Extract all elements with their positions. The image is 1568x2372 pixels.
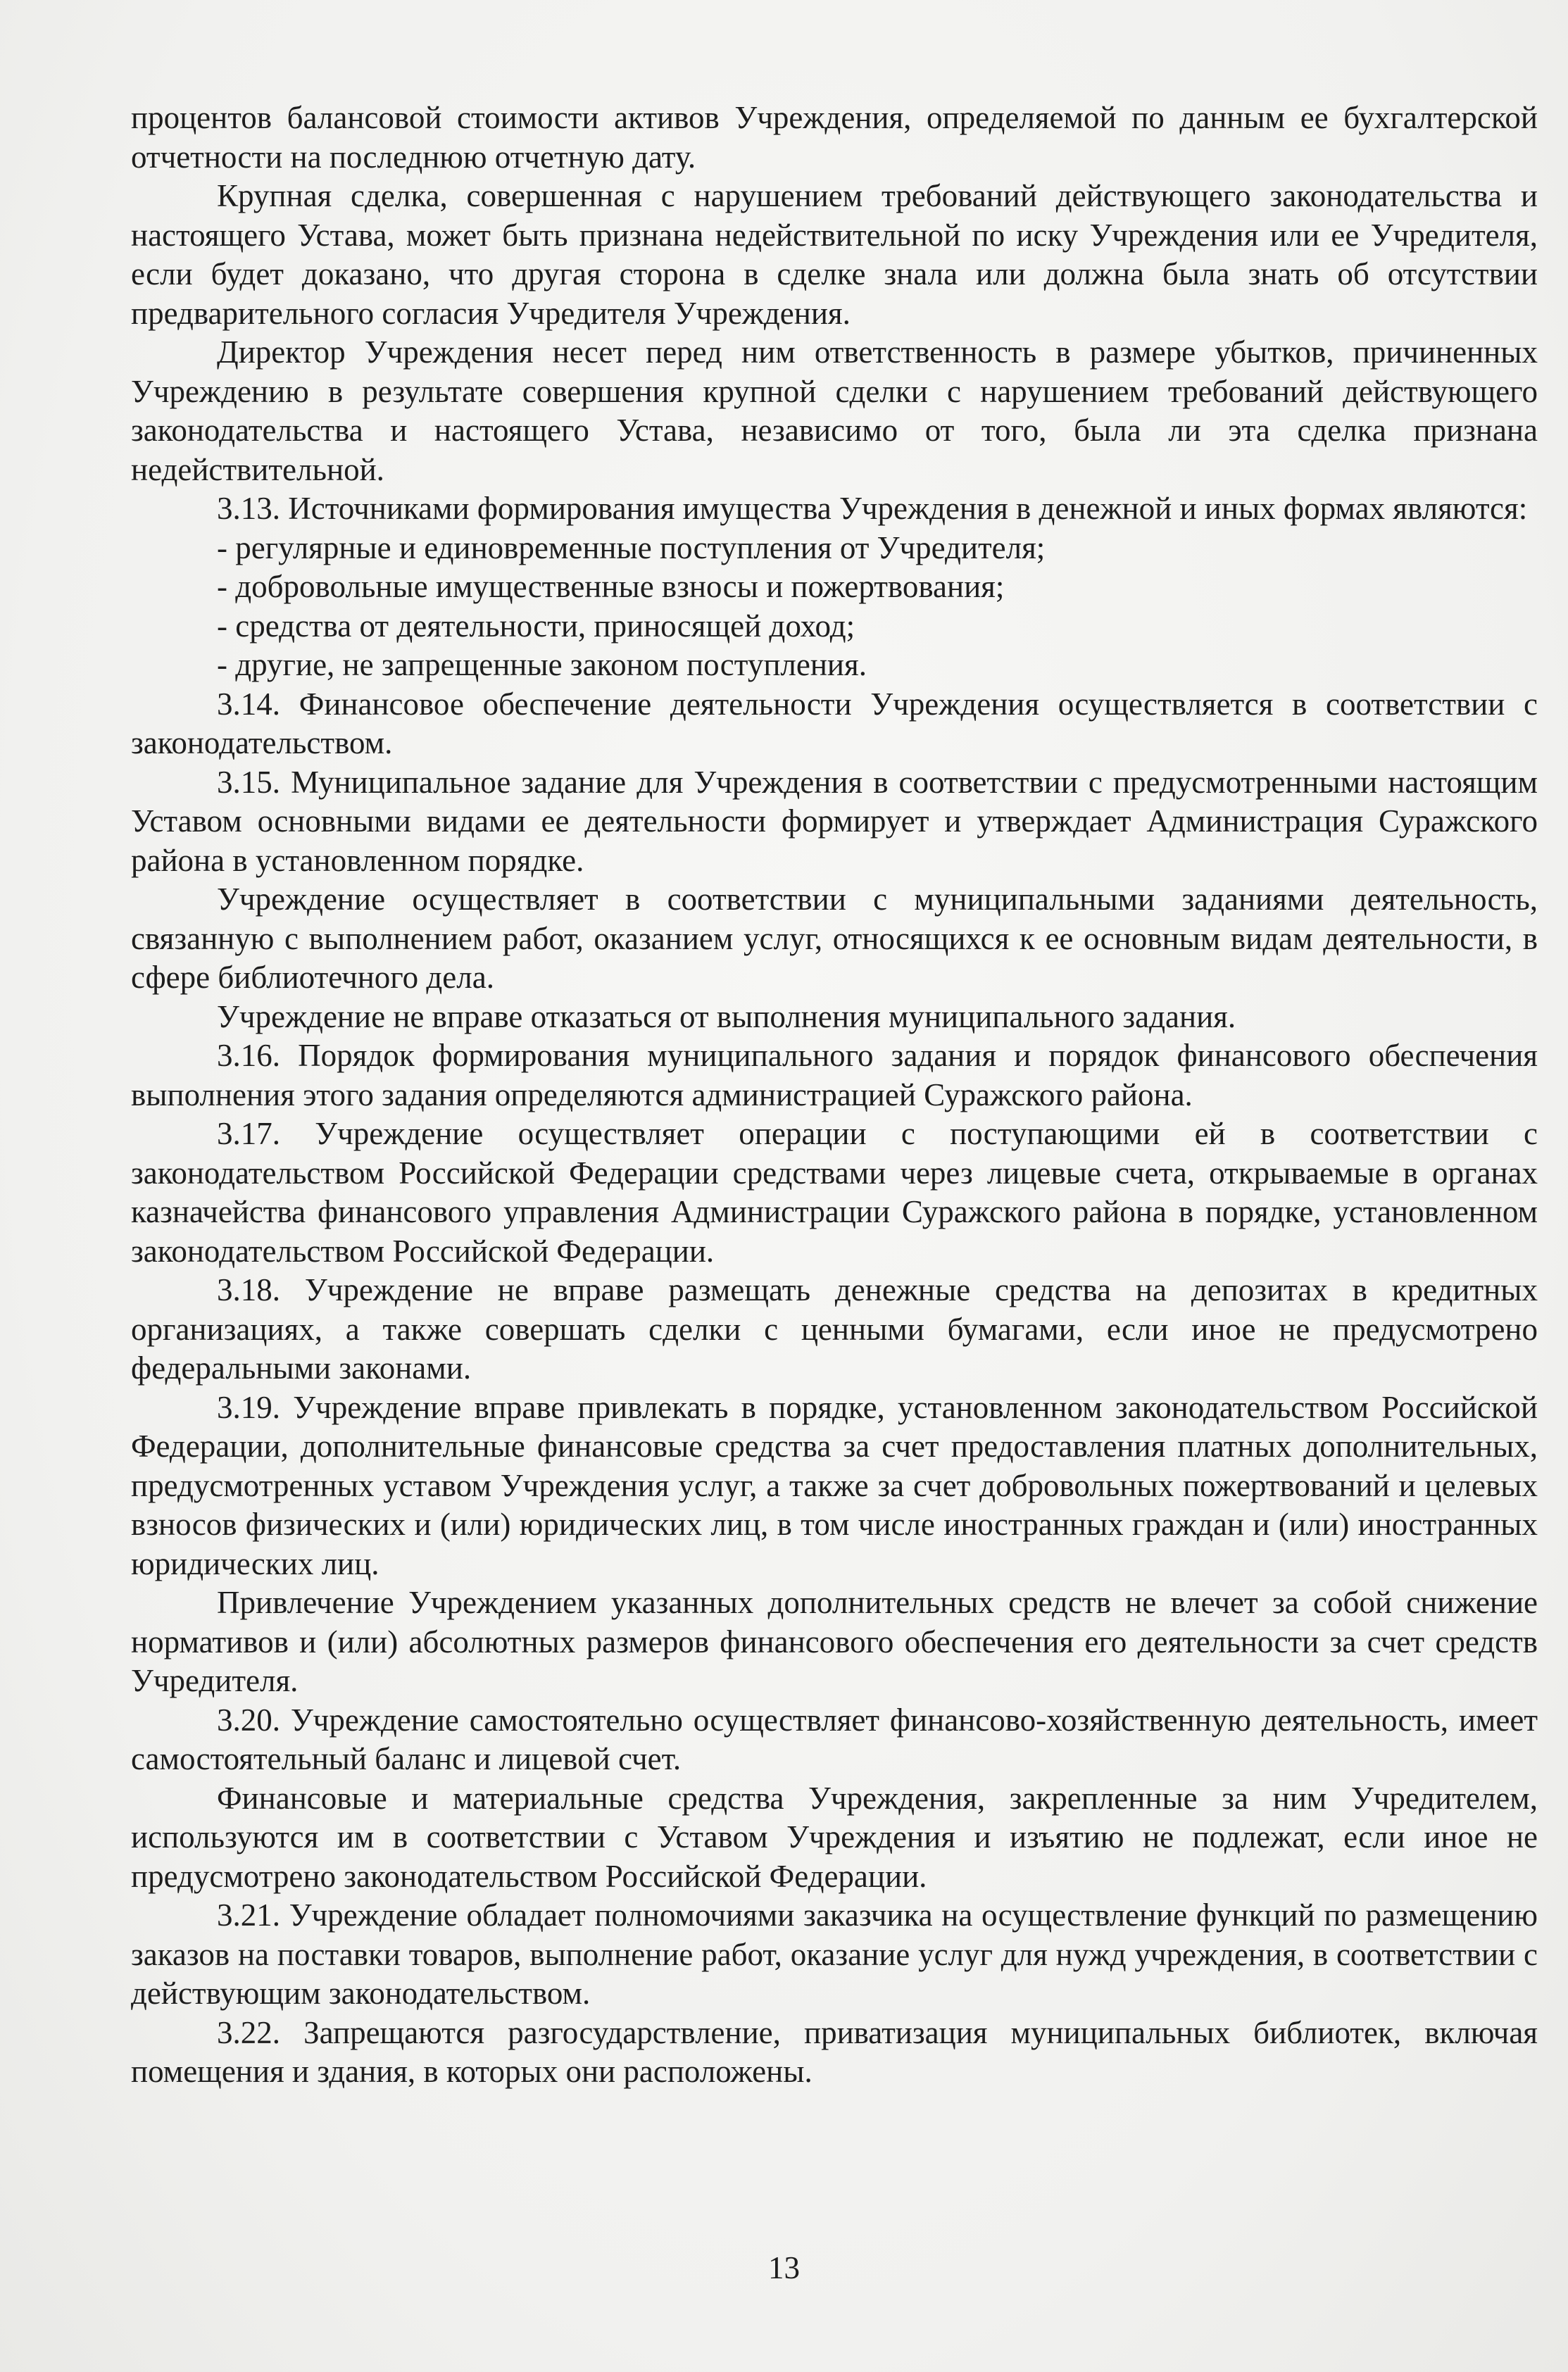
section-3-17: 3.17. Учреждение осуществляет операции с поступающими ей в соответствии с законодательством Российской Федерации средствами через лицевые счета, открываемые в органах казначейства финансового управления Администрации Суражского района в порядке, установленном законодательством Российской Федерации. (131, 1116, 1538, 1269)
document-body (131, 99, 1538, 2092)
list-item: - регулярные и единовременные поступления от Учредителя; (217, 529, 1046, 565)
section-3-22: 3.22. Запрещаются разгосударствление, приватизация муниципальных библиотек, включая помещения и здания, в которых они расположены. (131, 2014, 1538, 2089)
section-3-18: 3.18. Учреждение не вправе размещать денежные средства на депозитах в кредитных организациях, а также совершать сделки с ценными бумагами, если иное не предусмотрено федеральными законами. (131, 1272, 1538, 1386)
page-number: 13 (768, 2250, 800, 2285)
section-3-14: 3.14. Финансовое обеспечение деятельности Учреждения осуществляется в соответствии с законодательством. (131, 686, 1538, 760)
paragraph: Директор Учреждения несет перед ним ответственность в размере убытков, причиненных Учреждению в результате совершения крупной сделки с нарушением требований действующего законодательства и настоящего Устава, независимо от того, была ли эта сделка признана недействительной. (131, 334, 1538, 487)
paragraph: Финансовые и материальные средства Учреждения, закрепленные за ним Учредителем, используются им в соответствии с Уставом Учреждения и изъятию не подлежат, если иное не предусмотрено законодательством Российской Федерации. (131, 1780, 1538, 1894)
list-item: - другие, не запрещенные законом поступления. (217, 647, 867, 682)
paragraph: Крупная сделка, совершенная с нарушением требований действующего законодательства и настоящего Устава, может быть признана недействительной по иску Учреждения или ее Учредителя, если будет доказано, что другая сторона в сделке знала или должна была знать об отсутствии предварительного согласия Учредителя Учреждения. (131, 178, 1538, 331)
paragraph: Учреждение не вправе отказаться от выполнения муниципального задания. (217, 998, 1236, 1034)
section-3-15: 3.15. Муниципальное задание для Учреждения в соответствии с предусмотренными настоящим Уставом основными видами ее деятельности формирует и утверждает Администрация Суражского района в установленном порядке. (131, 764, 1538, 878)
section-3-16: 3.16. Порядок формирования муниципального задания и порядок финансового обеспечения выполнения этого задания определяются администрацией Суражского района. (131, 1038, 1538, 1112)
section-3-20: 3.20. Учреждение самостоятельно осуществляет финансово-хозяйственную деятельность, имеет самостоятельный баланс и лицевой счет. (131, 1702, 1538, 1776)
paragraph: процентов балансовой стоимости активов Учреждения, определяемой по данным ее бухгалтерской отчетности на последнюю отчетную дату. (131, 100, 1538, 175)
section-3-21: 3.21. Учреждение обладает полномочиями заказчика на осуществление функций по размещению заказов на поставки товаров, выполнение работ, оказание услуг для нужд учреждения, в соответствии с действующим законодательством. (131, 1897, 1538, 2011)
section-3-13: 3.13. Источниками формирования имущества Учреждения в денежной и иных формах являются: (217, 491, 1528, 526)
paragraph: Учреждение осуществляет в соответствии с муниципальными заданиями деятельность, связанную с выполнением работ, оказанием услуг, относящихся к ее основным видам деятельности, в сфере библиотечного дела. (131, 881, 1538, 995)
section-3-19: 3.19. Учреждение вправе привлекать в порядке, установленном законодательством Российской Федерации, дополнительные финансовые средства за счет предоставления платных дополнительных, предусмотренных уставом Учреждения услуг, а также за счет добровольных пожертвований и целевых взносов физических и (или) юридических лиц, в том числе иностранных граждан и (или) иностранных юридических лиц. (131, 1389, 1538, 1581)
list-item: - добровольные имущественные взносы и пожертвования; (217, 569, 1005, 604)
list-item: - средства от деятельности, приносящей доход; (217, 608, 855, 644)
paragraph: Привлечение Учреждением указанных дополнительных средств не влечет за собой снижение нормативов и (или) абсолютных размеров финансового обеспечения его деятельности за счет средств Учредителя. (131, 1585, 1538, 1698)
